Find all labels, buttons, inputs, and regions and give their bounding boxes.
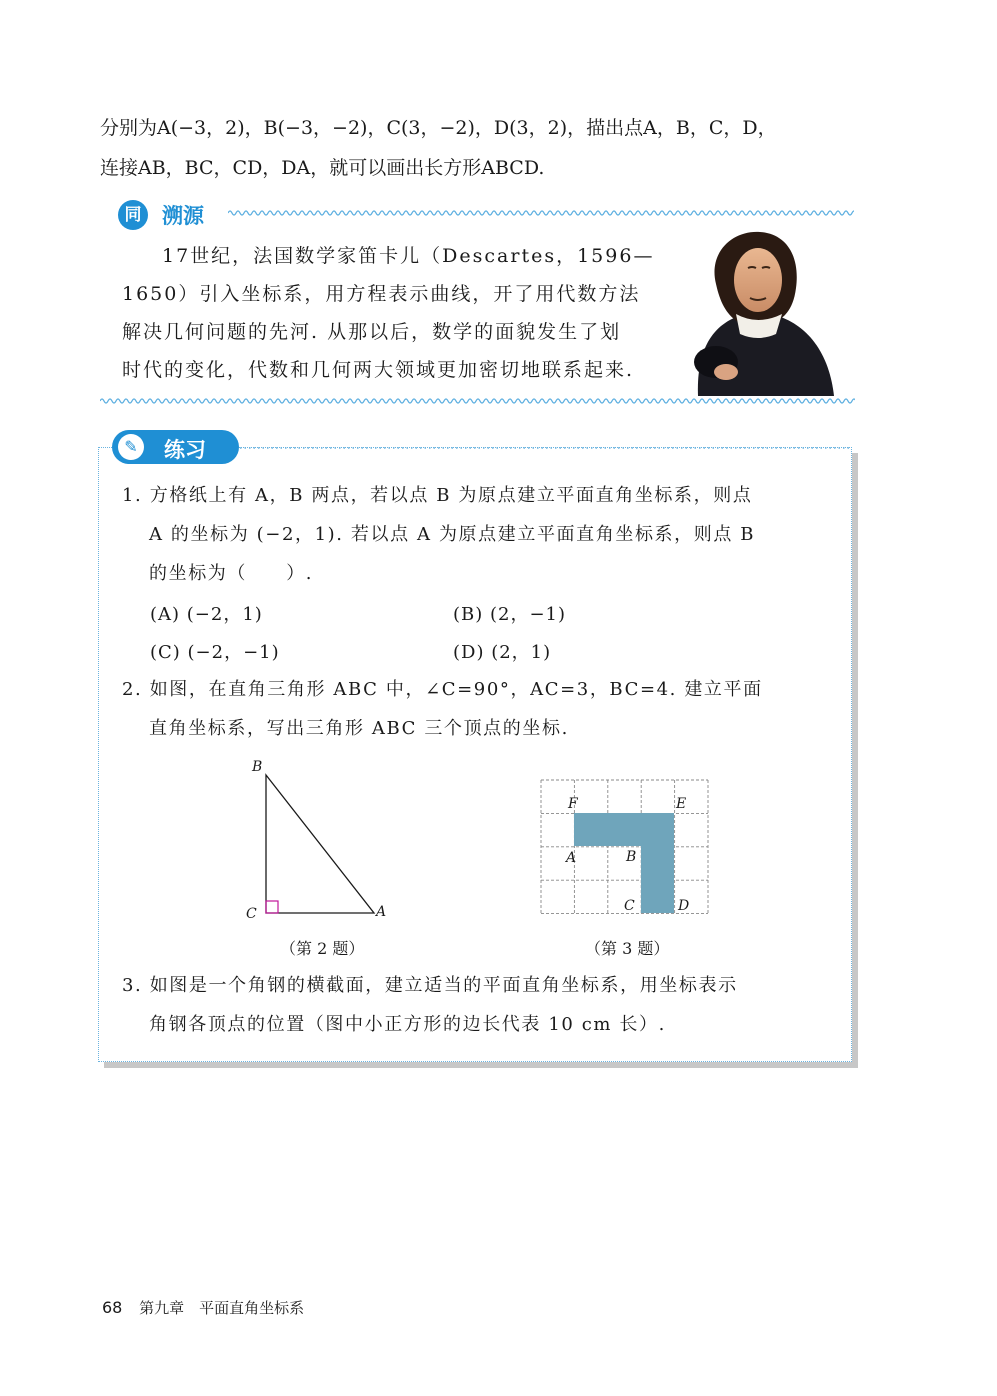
figure-2-triangle xyxy=(240,755,400,925)
exercise-dotted-rule xyxy=(240,446,850,450)
q1-line-1: 1. 方格纸上有 A，B 两点，若以点 B 为原点建立平面直角坐标系，则点 xyxy=(122,485,753,506)
q2-line-2: 直角坐标系，写出三角形 ABC 三个顶点的坐标. xyxy=(149,718,569,739)
fig3-caption: （第 3 题） xyxy=(585,939,670,958)
fig3-label-e: E xyxy=(676,796,687,812)
fig3-label-b: B xyxy=(626,849,637,865)
question-1 xyxy=(122,476,755,593)
fig2-label-c: C xyxy=(246,906,257,922)
page-number: 68 xyxy=(102,1298,123,1317)
fig3-label-c: C xyxy=(624,898,635,914)
origin-line-1: 17世纪，法国数学家笛卡儿（Descartes，1596— xyxy=(162,245,655,267)
intro-paragraph xyxy=(100,108,870,188)
q3-line-2: 角钢各顶点的位置（图中小正方形的边长代表 10 cm 长）. xyxy=(149,1014,666,1035)
origin-icon: 同 xyxy=(118,200,148,230)
question-2 xyxy=(122,670,763,748)
figure-3-grid xyxy=(538,778,712,916)
origin-top-wave xyxy=(228,208,854,218)
right-angle-mark xyxy=(266,901,278,913)
q1-option-a[interactable]: (A) (−2，1) xyxy=(150,604,263,625)
pencil-icon: ✎ xyxy=(118,434,144,460)
q1-option-d[interactable]: (D) (2，1) xyxy=(453,642,552,663)
origin-title: 溯源 xyxy=(162,204,204,228)
question-3 xyxy=(122,966,738,1044)
fig2-caption: （第 2 题） xyxy=(280,939,365,958)
q1-line-3: 的坐标为（ ）. xyxy=(149,563,314,584)
fig2-label-a: A xyxy=(376,904,387,920)
intro-line-1: 分别为A(−3，2)，B(−3，−2)，C(3，−2)，D(3，2)，描出点A，B，C，D， xyxy=(100,117,777,139)
exercise-tab xyxy=(112,430,239,464)
q1-option-b[interactable]: (B) (2，−1) xyxy=(453,604,567,625)
q1-option-c[interactable]: (C) (−2，−1) xyxy=(150,642,280,663)
origin-line-3: 解决几何问题的先河. 从那以后，数学的面貌发生了划 xyxy=(122,321,622,343)
fig3-label-a: A xyxy=(566,850,577,866)
origin-body xyxy=(122,237,662,389)
intro-line-2: 连接AB，BC，CD，DA，就可以画出长方形ABCD. xyxy=(100,157,545,179)
page-footer xyxy=(102,1297,304,1318)
q1-line-2: A 的坐标为 (−2，1). 若以点 A 为原点建立平面直角坐标系，则点 B xyxy=(149,524,756,545)
origin-bottom-wave xyxy=(100,396,855,406)
exercise-title: 练习 xyxy=(164,438,206,462)
descartes-portrait xyxy=(678,222,836,396)
fig3-label-d: D xyxy=(678,898,690,914)
fig2-label-b: B xyxy=(252,759,263,775)
q3-line-1: 3. 如图是一个角钢的横截面，建立适当的平面直角坐标系，用坐标表示 xyxy=(122,975,738,996)
q2-line-1: 2. 如图，在直角三角形 ABC 中，∠C=90°，AC=3，BC=4. 建立平面 xyxy=(122,679,763,700)
chapter-title: 第九章 平面直角坐标系 xyxy=(139,1299,305,1317)
origin-line-4: 时代的变化，代数和几何两大领域更加密切地联系起来. xyxy=(122,359,635,381)
origin-line-2: 1650）引入坐标系，用方程表示曲线，开了用代数方法 xyxy=(122,283,641,305)
fig3-label-f: F xyxy=(568,796,578,812)
